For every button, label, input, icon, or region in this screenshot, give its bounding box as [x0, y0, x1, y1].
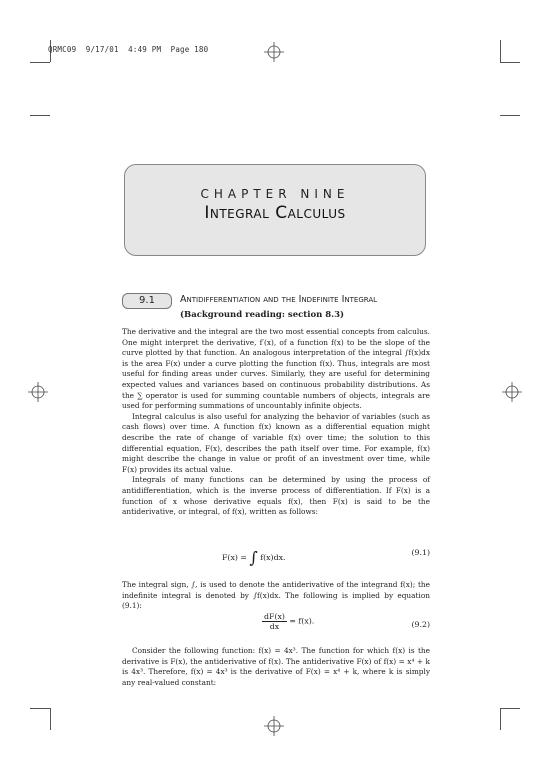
crop-mark: [30, 62, 50, 63]
body-text-block: [122, 327, 430, 518]
paragraph: Integral calculus is also useful for analyzing the behavior of variables (such as cash flows) over time. A function f(x) known as a differential equation might describe the rate of change of variable f(x) over time; the solution to this differential equation, F(x), describes the path itself over time. For example, f(x) might describe the change in value or profit of an investment over time, while F(x) provides its actual value.: [122, 411, 430, 474]
equation-9-1: [122, 542, 430, 566]
chapter-header: [124, 164, 426, 256]
crop-mark: [30, 708, 50, 709]
fraction-denominator: dx: [269, 622, 280, 631]
section-title: Antidifferentiation and the Indefinite Integral: [180, 294, 378, 305]
chapter-label: CHAPTER NINE: [200, 187, 350, 201]
body-text-block: [122, 646, 430, 688]
registration-mark-icon: [28, 382, 48, 402]
body-text-block: [122, 580, 430, 612]
paragraph: The integral sign, ∫, is used to denote the antiderivative of the integrand f(x); the indefinite integral is denoted by ∫f(x)dx. The following is implied by equation (9.1):: [122, 580, 430, 611]
crop-mark: [500, 115, 520, 116]
paragraph: The derivative and the integral are the two most essential concepts from calculus. One might interpret the derivative, f′(x), of a function f(x) to be the slope of the curve plotted by that function. An analogous interpretation of the integral ∫f(x)dx is the area F(x) under a curve plotting the function f(x). Thus, integrals are most useful for finding areas under curves. Similarly, they are useful for determining expected values and variances based on continuous probability distributions. As the ∑ operator is used for summing countable numbers of objects, integrals are used for performing summations of uncountably infinite objects.: [122, 327, 430, 411]
crop-mark: [500, 708, 501, 730]
crop-mark: [500, 62, 520, 63]
equation-9-2: [122, 610, 430, 640]
crop-mark: [30, 115, 50, 116]
fraction-numerator: dF(x): [264, 612, 285, 621]
chapter-title: Integral Calculus: [204, 203, 346, 223]
equation-rhs: = f(x).: [289, 616, 315, 626]
equation-number: (9.1): [411, 548, 430, 557]
integral-sign: ∫: [249, 548, 258, 567]
registration-mark-icon: [264, 42, 284, 62]
crop-mark: [500, 708, 520, 709]
crop-mark: [50, 708, 51, 730]
crop-mark: [500, 40, 501, 62]
equation-number: (9.2): [411, 620, 430, 629]
section-subtitle: (Background reading: section 8.3): [180, 310, 345, 320]
equation-lhs: F(x) =: [222, 553, 247, 562]
registration-mark-icon: [264, 716, 284, 736]
registration-mark-icon: [502, 382, 522, 402]
section-number: 9.1: [122, 293, 172, 309]
paragraph: Integrals of many functions can be determined by using the process of antidifferentiation, which is the inverse process of differentiation. If F(x) is a function of x whose derivative equals f(x), then F(x) is said to be the antiderivative, or integral, of f(x), written as follows:: [122, 475, 430, 517]
equation-rhs: f(x)dx.: [260, 553, 286, 562]
print-slug: QRMC09 9/17/01 4:49 PM Page 180: [48, 45, 209, 54]
paragraph: Consider the following function: f(x) = 4x³. The function for which f(x) is the derivative is F(x), the antiderivative of f(x). The antiderivative F(x) of f(x) = x⁴ + k is 4x³. Therefore, f(x) = 4x³ is the derivative of F(x) = x⁴ + k, where k is simply any real-valued constant:: [122, 646, 430, 687]
fraction: [262, 612, 287, 631]
